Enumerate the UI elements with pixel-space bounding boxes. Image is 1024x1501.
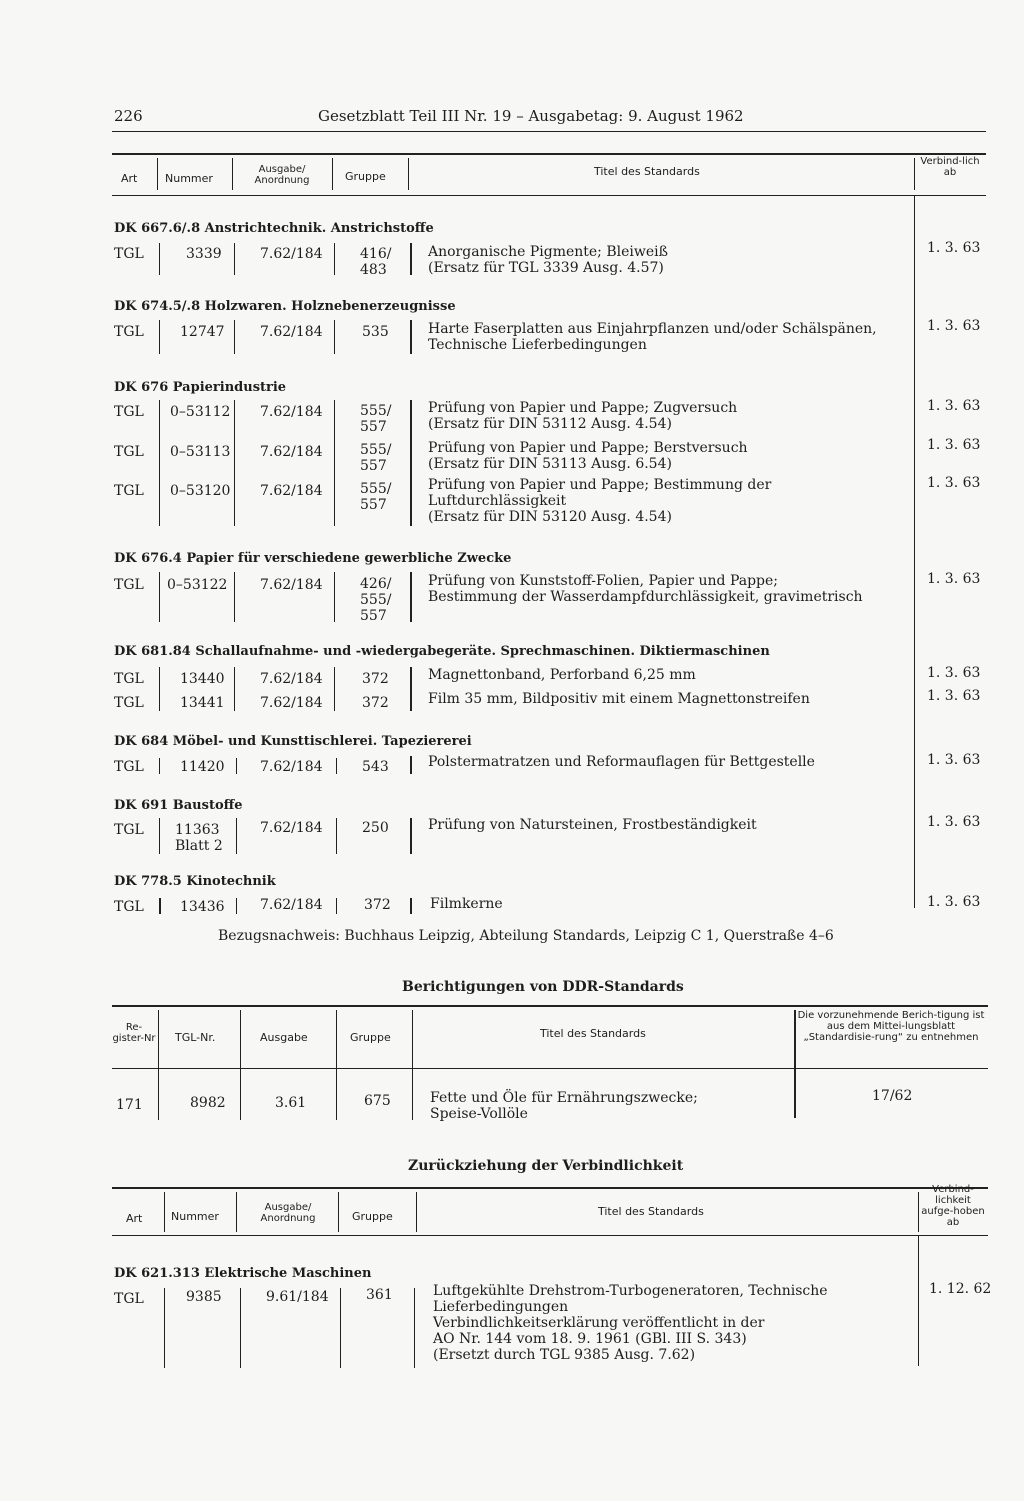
cell-titel: Magnettonband, Perforband 6,25 mm [428,667,696,683]
cell-nummer: 13440 [180,671,225,687]
row-sep [240,1288,241,1368]
col-sep-date [914,196,915,908]
cell-ab: 1. 3. 63 [927,475,981,491]
col-header-reg: Re-gister-Nr [112,1022,156,1044]
section-title: Berichtigungen von DDR-Standards [402,979,684,995]
col-sep [408,158,409,190]
row-sep [336,758,337,774]
cell-titel: Filmkerne [430,896,503,912]
cell-gruppe: 543 [362,759,389,775]
cell-nummer: 3339 [186,246,222,262]
table-header-rule [112,1235,988,1236]
cell-art: TGL [114,759,144,775]
cell-ausgabe: 7.62/184 [260,759,323,775]
cell-ab: 1. 3. 63 [927,437,981,453]
col-header-gruppe: Gruppe [345,170,386,183]
row-sep [410,756,412,774]
col-sep [240,1010,241,1120]
cell-ausgabe: 3.61 [275,1095,307,1111]
section-title: Zurückziehung der Verbindlichkeit [408,1158,684,1174]
cell-ausgabe: 7.62/184 [260,671,323,687]
cell-titel: Anorganische Pigmente; Bleiweiß (Ersatz für TGL 3339 Ausg. 4.57) [428,244,668,276]
group-heading: DK 691 Baustoffe [114,798,243,813]
cell-titel: Prüfung von Kunststoff-Folien, Papier und Pappe; Bestimmung der Wasserdampfdurchlässigkeit, gravimetrisch [428,573,863,605]
cell-ab: 1. 3. 63 [927,894,981,910]
row-sep [336,898,337,914]
cell-ausgabe: 7.62/184 [260,324,323,340]
col-sep [918,1192,919,1232]
source-note: Bezugsnachweis: Buchhaus Leipzig, Abteilung Standards, Leipzig C 1, Querstraße 4–6 [218,928,834,944]
col-sep [236,1192,237,1232]
col-sep [338,1192,339,1232]
cell-ausgabe: 9.61/184 [266,1289,329,1305]
cell-titel: Film 35 mm, Bildpositiv mit einem Magnettonstreifen [428,691,810,707]
cell-gruppe: 372 [364,897,391,913]
row-sep [236,898,237,914]
row-sep [159,667,160,711]
row-sep [410,667,412,711]
row-sep [334,243,335,275]
row-sep [410,320,412,354]
col-header-ausgabe: Ausgabe [260,1031,308,1044]
row-sep [159,818,160,854]
page-number: 226 [114,107,143,125]
row-sep [159,572,160,622]
page-title: Gesetzblatt Teil III Nr. 19 – Ausgabetag: 9. August 1962 [318,107,744,125]
row-sep [334,572,335,622]
row-sep [410,243,412,275]
group-heading: DK 681.84 Schallaufnahme- und -wiedergabegeräte. Sprechmaschinen. Diktiermaschinen [114,644,770,659]
cell-ref: 17/62 [872,1088,913,1104]
row-sep [159,400,160,526]
col-sep [157,158,158,190]
col-header-ausgabe: Ausgabe/ Anordnung [254,164,310,186]
cell-art: TGL [114,483,144,499]
cell-ab: 1. 3. 63 [927,398,981,414]
col-header-nummer: Nummer [171,1210,219,1223]
cell-ab: 1. 3. 63 [927,240,981,256]
cell-nummer: 11363 Blatt 2 [175,822,223,854]
group-heading: DK 676 Papierindustrie [114,380,287,395]
group-heading: DK 667.6/.8 Anstrichtechnik. Anstrichstoffe [114,221,434,236]
cell-gruppe: 675 [364,1093,391,1109]
cell-titel: Prüfung von Papier und Pappe; Zugversuch (Ersatz für DIN 53112 Ausg. 4.54) [428,400,738,432]
col-header-titel: Titel des Standards [540,1027,646,1040]
cell-ausgabe: 7.62/184 [260,404,323,420]
cell-titel: Fette und Öle für Ernährungszwecke; Speise-Vollöle [430,1090,698,1122]
row-sep [234,320,235,354]
row-sep [410,818,412,854]
row-sep [414,1288,415,1368]
row-sep [234,572,235,622]
cell-titel: Luftgekühlte Drehstrom-Turbogeneratoren, Technische Lieferbedingungen Verbindlichkeitserklärung veröffentlicht in der AO Nr. 144 vom 18. 9. 1961 (GBl. III S. 343) (Ersetzt durch TGL 9385 Ausg. 7.62) [433,1283,828,1363]
row-sep [159,898,161,914]
row-sep [164,1288,165,1368]
col-header-aufgehoben: Verbind-lichkeit aufge-hoben ab [921,1184,985,1228]
cell-gruppe: 426/ 555/ 557 [360,576,392,624]
cell-nummer: 11420 [180,759,225,775]
cell-ausgabe: 7.62/184 [260,897,323,913]
col-sep [416,1192,417,1232]
cell-titel: Prüfung von Papier und Pappe; Bestimmung der Luftdurchlässigkeit (Ersatz für DIN 53120 Ausg. 4.54) [428,477,772,525]
row-sep [410,898,412,914]
col-header-art: Art [121,172,138,185]
cell-gruppe: 416/ 483 [360,246,392,278]
cell-gruppe: 250 [362,820,389,836]
col-header-titel: Titel des Standards [594,165,700,178]
col-header-titel: Titel des Standards [598,1205,704,1218]
cell-art: TGL [114,1291,144,1307]
cell-gruppe: 372 [362,671,389,687]
cell-titel: Polstermatratzen und Reformauflagen für Bettgestelle [428,754,815,770]
col-header-verbindlich: Verbind-lich ab [920,156,980,178]
col-sep [914,158,915,190]
cell-tgl: 8982 [190,1095,226,1111]
cell-nummer: 9385 [186,1289,222,1305]
cell-ausgabe: 7.62/184 [260,246,323,262]
cell-ausgabe: 7.62/184 [260,577,323,593]
row-sep [159,243,160,275]
row-sep [334,320,335,354]
cell-nummer: 0–53112 [170,404,231,420]
cell-ausgabe: 7.62/184 [260,820,323,836]
row-sep [159,320,160,354]
cell-art: TGL [114,246,144,262]
cell-ab: 1. 12. 62 [929,1281,992,1297]
col-sep-date [918,1236,919,1366]
cell-nummer: 13441 [180,695,225,711]
cell-art: TGL [114,695,144,711]
row-sep [236,758,237,774]
row-sep [234,243,235,275]
col-header-nummer: Nummer [165,172,213,185]
row-sep [340,1288,341,1368]
col-header-ausgabe: Ausgabe/ Anordnung [260,1202,316,1224]
cell-nummer: 0–53113 [170,444,231,460]
cell-ausgabe: 7.62/184 [260,695,323,711]
cell-ausgabe: 7.62/184 [260,444,323,460]
cell-ab: 1. 3. 63 [927,665,981,681]
col-header-art: Art [126,1212,143,1225]
group-heading: DK 676.4 Papier für verschiedene gewerbliche Zwecke [114,551,512,566]
cell-art: TGL [114,324,144,340]
col-sep [332,158,333,190]
cell-gruppe: 555/ 557 [360,481,392,513]
col-sep [158,1010,159,1120]
row-sep [334,400,335,526]
header-rule [112,131,986,132]
row-sep [236,818,237,854]
group-heading: DK 674.5/.8 Holzwaren. Holznebenerzeugnisse [114,299,456,314]
row-sep [410,400,412,526]
cell-art: TGL [114,404,144,420]
cell-nummer: 12747 [180,324,225,340]
cell-ab: 1. 3. 63 [927,571,981,587]
cell-art: TGL [114,822,144,838]
cell-nummer: 13436 [180,899,225,915]
table-top-rule [112,1005,988,1007]
cell-art: TGL [114,577,144,593]
cell-gruppe: 555/ 557 [360,442,392,474]
group-heading: DK 778.5 Kinotechnik [114,874,276,889]
row-sep [234,667,235,711]
cell-ab: 1. 3. 63 [927,752,981,768]
cell-titel: Prüfung von Natursteinen, Frostbeständigkeit [428,817,757,833]
table-header-rule [112,195,986,196]
col-sep [336,1010,337,1120]
cell-gruppe: 372 [362,695,389,711]
col-header-gruppe: Gruppe [352,1210,393,1223]
col-header-tgl: TGL-Nr. [175,1031,216,1044]
col-sep [412,1010,413,1120]
group-heading: DK 621.313 Elektrische Maschinen [114,1266,372,1281]
cell-gruppe: 555/ 557 [360,403,392,435]
cell-ab: 1. 3. 63 [927,814,981,830]
row-sep [159,758,160,774]
table-top-rule [112,1187,988,1189]
row-sep [410,572,412,622]
cell-titel: Prüfung von Papier und Pappe; Berstversuch (Ersatz für DIN 53113 Ausg. 6.54) [428,440,748,472]
row-sep [336,818,337,854]
cell-nummer: 0–53122 [167,577,228,593]
row-sep [334,667,335,711]
cell-titel: Harte Faserplatten aus Einjahrpflanzen und/oder Schälspänen, Technische Lieferbedingungen [428,321,877,353]
cell-art: TGL [114,671,144,687]
col-sep [164,1192,165,1232]
cell-gruppe: 361 [366,1287,393,1303]
col-header-berichtigung: Die vorzunehmende Berich-tigung ist aus dem Mittei-lungsblatt „Standardisie-rung“ zu entnehmen [797,1010,985,1043]
table-header-rule [112,1068,988,1069]
group-heading: DK 684 Möbel- und Kunsttischlerei. Tapeziererei [114,734,472,749]
cell-art: TGL [114,444,144,460]
col-sep [232,158,233,190]
cell-art: TGL [114,899,144,915]
cell-ab: 1. 3. 63 [927,318,981,334]
table-top-rule [112,153,986,155]
row-sep [234,400,235,526]
cell-gruppe: 535 [362,324,389,340]
cell-reg: 171 [116,1097,143,1113]
cell-nummer: 0–53120 [170,483,231,499]
cell-ausgabe: 7.62/184 [260,483,323,499]
col-header-gruppe: Gruppe [350,1031,391,1044]
cell-ab: 1. 3. 63 [927,688,981,704]
